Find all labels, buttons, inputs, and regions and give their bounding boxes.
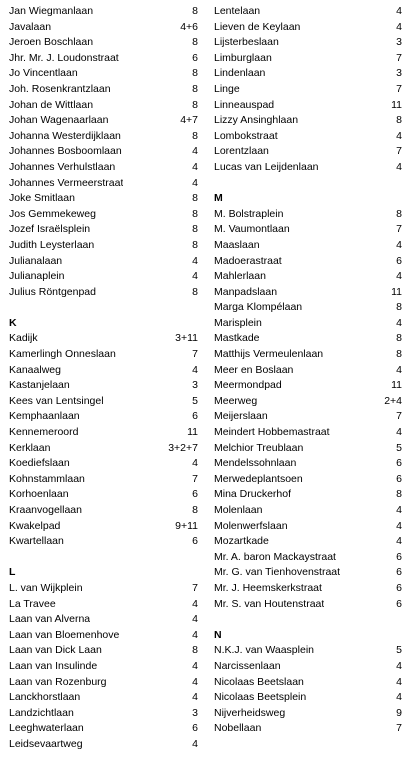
street-name: Meermondpad [214,379,282,392]
district-number: 7 [396,722,402,735]
street-name: Manpadslaan [214,285,278,298]
district-number: 4+7 [180,114,198,127]
street-entry [9,472,198,488]
street-entry [214,456,402,472]
street-name: Judith Leysterlaan [9,238,95,251]
district-number: 9 [396,706,402,719]
street-entry [214,347,402,363]
street-entry [9,207,198,223]
street-entry [9,487,198,503]
street-name: Kanaalweg [9,363,61,376]
street-name: Koediefslaan [9,457,70,470]
district-number: 6 [396,472,402,485]
street-name: Laan van Alverna [9,613,91,626]
street-name: Mr. G. van Tienhovenstraat [214,566,341,579]
street-entry [9,706,198,722]
district-number: 11 [391,379,402,392]
district-number: 4 [396,270,402,283]
district-number: 4 [192,176,198,189]
street-name: Kohnstammlaan [9,472,85,485]
district-number: 11 [187,426,198,439]
street-entry [214,207,402,223]
district-number: 4 [396,519,402,532]
district-number: 8 [192,129,198,142]
district-number: 4 [396,426,402,439]
street-name: Mahlerlaan [214,270,266,283]
district-number: 6 [396,581,402,594]
street-name: Kerklaan [9,441,51,454]
street-entry [9,160,198,176]
letter-heading: M [214,192,223,205]
district-number: 4 [396,5,402,17]
street-name: Meindert Hobbemastraat [214,426,330,439]
district-number: 6 [192,410,198,423]
district-number: 7 [192,348,198,361]
district-number: 9+11 [175,519,198,532]
district-number: 8 [192,504,198,516]
district-number: 6 [192,51,198,64]
street-name: Matthijs Vermeulenlaan [214,348,324,361]
street-name: Molenlaan [214,504,263,516]
district-number: 5 [396,644,402,657]
street-name: Molenwerfslaan [214,519,288,532]
letter-heading: L [9,566,16,579]
section-spacer [9,550,198,566]
district-number: 8 [396,348,402,361]
district-number: 6 [396,550,402,563]
street-name: Mozartkade [214,535,269,548]
street-entry [214,425,402,441]
street-name: Kraanvogellaan [9,504,82,516]
street-entry [214,82,402,98]
street-name: Laan van Rozenburg [9,675,107,688]
street-entry [214,394,402,410]
street-name: Lorentzlaan [214,145,269,158]
district-number: 4 [192,675,198,688]
district-number: 3 [396,67,402,80]
district-number: 3 [192,379,198,392]
street-entry [214,51,402,67]
district-number: 8 [396,207,402,220]
district-number: 4 [192,363,198,376]
street-entry [9,82,198,98]
street-entry [214,144,402,160]
street-entry [9,363,198,379]
district-number: 8 [396,301,402,314]
district-number: 4 [192,457,198,470]
street-entry [9,191,198,207]
street-name: Jan Wiegmanlaan [9,5,94,17]
street-name: Lizzy Ansinghlaan [214,114,299,127]
street-entry [9,628,198,644]
street-entry [9,20,198,36]
street-entry [214,409,402,425]
street-name: Melchior Treublaan [214,441,304,454]
street-entry [214,597,402,613]
street-name: Jeroen Boschlaan [9,36,94,49]
district-number: 6 [396,457,402,470]
street-name: Kadijk [9,332,38,345]
street-entry [214,238,402,254]
district-number: 4 [192,270,198,283]
letter-heading: K [9,316,17,329]
street-entry [9,675,198,691]
district-number: 7 [396,145,402,158]
district-number: 4 [396,238,402,251]
district-number: 8 [192,192,198,205]
district-number: 4 [396,659,402,672]
street-name: Kennemeroord [9,426,79,439]
district-number: 8 [396,488,402,501]
street-name: Narcissenlaan [214,659,281,672]
district-number: 6 [192,722,198,735]
district-number: 4 [396,675,402,688]
street-entry [214,222,402,238]
street-entry [9,176,198,192]
street-name: Merwedeplantsoen [214,472,303,485]
street-entry [214,441,402,457]
street-entry [9,285,198,301]
street-entry [214,503,402,519]
street-entry [9,144,198,160]
street-entry [9,129,198,145]
street-entry [9,238,198,254]
street-name: Mendelssohnlaan [214,457,297,470]
street-entry [9,612,198,628]
district-number: 5 [396,441,402,454]
district-number: 8 [192,285,198,298]
district-number: 4 [396,129,402,142]
street-name: N.K.J. van Waasplein [214,644,314,657]
district-number: 4 [396,363,402,376]
street-entry [9,737,198,753]
street-name: Lijsterbeslaan [214,36,279,49]
district-number: 8 [192,67,198,80]
street-name: Mastkade [214,332,260,345]
street-entry [9,51,198,67]
district-number: 11 [391,285,402,298]
street-name: Marga Klompélaan [214,301,303,314]
street-entry [214,706,402,722]
street-entry [214,285,402,301]
street-name: Jhr. Mr. J. Loudonstraat [9,51,119,64]
street-name: Kwartellaan [9,535,64,548]
street-entry [214,675,402,691]
street-name: Jos Gemmekeweg [9,207,96,220]
street-entry [9,394,198,410]
street-name: Meijerslaan [214,410,268,423]
street-name: Mr. A. baron Mackaystraat [214,550,336,563]
street-name: Mina Druckerhof [214,488,292,501]
street-name: Jo Vincentlaan [9,67,78,80]
street-name: Lanckhorstlaan [9,691,81,704]
district-number: 4 [192,737,198,750]
street-entry [214,472,402,488]
section-spacer [9,300,198,316]
street-entry [214,721,402,737]
street-entry [9,643,198,659]
district-number: 8 [396,114,402,127]
street-name: Lindenlaan [214,67,266,80]
district-number: 8 [192,644,198,657]
district-number: 8 [192,36,198,49]
district-number: 4 [396,316,402,329]
street-entry [9,721,198,737]
district-number: 6 [396,566,402,579]
street-entry [214,363,402,379]
street-name: Laan van Insulinde [9,659,98,672]
street-name: Jozef Israëlsplein [9,223,91,236]
street-entry [214,66,402,82]
street-entry [9,409,198,425]
district-number: 7 [192,581,198,594]
district-number: 4 [396,20,402,33]
district-number: 8 [192,223,198,236]
district-number: 4 [396,160,402,173]
street-entry [9,347,198,363]
district-number: 4 [192,597,198,610]
district-number: 3 [396,36,402,49]
street-name: Leidsevaartweg [9,737,83,750]
street-entry [214,487,402,503]
street-name: Laan van Bloemenhove [9,628,120,641]
street-entry [9,66,198,82]
street-name: Nicolaas Beetsplein [214,691,307,704]
street-entry [214,316,402,332]
street-name: Mr. S. van Houtenstraat [214,597,325,610]
street-name: Linge [214,82,240,95]
street-entry [214,269,402,285]
street-name: Maaslaan [214,238,260,251]
street-name: Johannes Verhulstlaan [9,160,116,173]
district-number: 8 [192,82,198,95]
district-number: 4 [192,613,198,626]
street-name: Lombokstraat [214,129,278,142]
street-name: Kwakelpad [9,519,61,532]
district-number: 4 [396,691,402,704]
street-name: Julius Röntgenpad [9,285,96,298]
street-name: Lentelaan [214,5,261,17]
district-number: 7 [396,82,402,95]
street-entry [9,534,198,550]
street-name: Javalaan [9,20,52,33]
street-entry [9,456,198,472]
street-entry [214,4,402,20]
street-name: Johan de Wittlaan [9,98,94,111]
street-name: Meerweg [214,394,258,407]
street-index-right-column [214,4,402,737]
street-name: Lucas van Leijdenlaan [214,160,319,173]
district-number: 7 [192,472,198,485]
district-number: 6 [192,488,198,501]
street-entry [9,4,198,20]
district-number: 4 [192,628,198,641]
street-name: Landzichtlaan [9,706,74,719]
street-entry [9,254,198,270]
street-entry [214,113,402,129]
street-name: Marisplein [214,316,262,329]
street-entry [214,643,402,659]
street-entry [214,534,402,550]
street-entry [214,98,402,114]
street-name: Kees van Lentsingel [9,394,104,407]
street-name: La Travee [9,597,56,610]
district-number: 6 [396,597,402,610]
street-entry [214,300,402,316]
district-number: 8 [192,238,198,251]
street-name: Nijverheidsweg [214,706,286,719]
street-name: Mr. J. Heemskerkstraat [214,581,322,594]
street-entry [214,690,402,706]
street-entry [214,550,402,566]
district-number: 4+6 [180,20,198,33]
district-number: 8 [192,5,198,17]
street-name: Kastanjelaan [9,379,70,392]
street-name: M. Vaumontlaan [214,223,290,236]
street-entry [9,597,198,613]
street-name: Limburglaan [214,51,272,64]
district-number: 8 [192,207,198,220]
street-entry [9,519,198,535]
district-number: 7 [396,410,402,423]
district-number: 4 [192,254,198,267]
street-name: Julianaplein [9,270,65,283]
district-number: 11 [391,98,402,111]
street-name: Joke Smitlaan [9,192,75,205]
street-name: Johannes Vermeerstraat [9,176,124,189]
district-number: 3+2+7 [168,441,198,454]
street-name: Laan van Dick Laan [9,644,102,657]
street-name: Julianalaan [9,254,63,267]
district-number: 3 [192,706,198,719]
street-entry [214,519,402,535]
street-entry [9,269,198,285]
street-name: L. van Wijkplein [9,581,83,594]
street-name: Johannes Bosboomlaan [9,145,122,158]
street-entry [9,581,198,597]
district-number: 8 [192,98,198,111]
district-number: 4 [192,160,198,173]
street-name: Meer en Boslaan [214,363,294,376]
district-number: 4 [192,659,198,672]
street-name: Madoerastraat [214,254,282,267]
street-name: Joh. Rosenkrantzlaan [9,82,111,95]
section-spacer [214,176,402,192]
street-entry [214,254,402,270]
district-number: 7 [396,223,402,236]
street-entry [214,565,402,581]
street-entry [214,160,402,176]
street-name: Lieven de Keylaan [214,20,301,33]
street-entry [9,441,198,457]
street-name: M. Bolstraplein [214,207,284,220]
street-name: Nobellaan [214,722,262,735]
street-entry [214,581,402,597]
street-entry [214,129,402,145]
street-entry [214,378,402,394]
street-entry [214,331,402,347]
street-entry [214,35,402,51]
street-entry [9,98,198,114]
district-number: 4 [192,691,198,704]
district-number: 4 [396,504,402,516]
street-name: Kamerlingh Onneslaan [9,348,116,361]
letter-heading: N [214,628,222,641]
street-name: Leeghwaterlaan [9,722,84,735]
street-entry [9,425,198,441]
district-number: 6 [192,535,198,548]
street-index-left-column [9,4,198,753]
district-number: 4 [192,145,198,158]
street-entry [9,113,198,129]
district-number: 4 [396,535,402,548]
street-name: Johan Wagenaarlaan [9,114,109,127]
district-number: 7 [396,51,402,64]
street-name: Kemphaanlaan [9,410,80,423]
street-entry [214,659,402,675]
street-name: Johanna Westerdijklaan [9,129,121,142]
street-entry [9,35,198,51]
street-entry [9,503,198,519]
district-number: 6 [396,254,402,267]
district-number: 5 [192,394,198,407]
section-spacer [214,612,402,628]
street-entry [214,20,402,36]
street-name: Korhoenlaan [9,488,69,501]
street-entry [9,659,198,675]
street-entry [9,222,198,238]
street-entry [9,331,198,347]
street-entry [9,378,198,394]
district-number: 3+11 [175,332,198,345]
district-number: 8 [396,332,402,345]
street-name: Linneauspad [214,98,275,111]
district-number: 2+4 [384,394,402,407]
street-entry [9,690,198,706]
street-name: Nicolaas Beetslaan [214,675,304,688]
